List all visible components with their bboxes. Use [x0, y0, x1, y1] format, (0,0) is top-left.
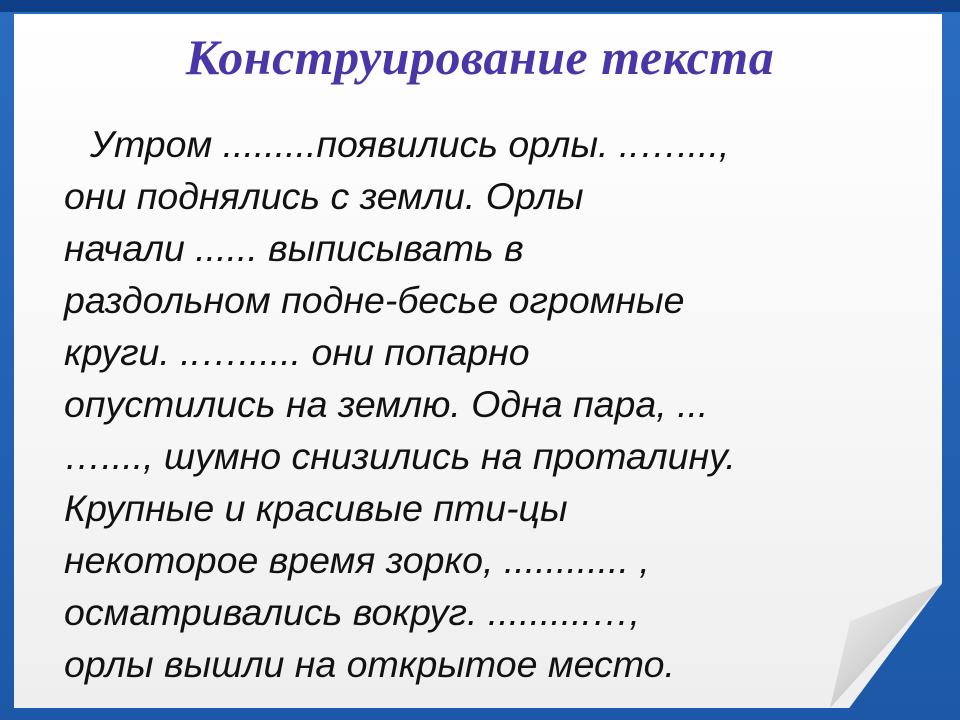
text-line: начали ...... выписывать в [64, 227, 524, 269]
text-line: раздольном подне-бесье огромные [64, 279, 685, 321]
text-line: некоторое время зорко, ............ , [64, 539, 650, 581]
text-line: …...., шумно снизились на проталину. [64, 435, 736, 477]
text-line: они поднялись с земли. Орлы [64, 175, 584, 217]
text-line: орлы вышли на открытое место. [64, 643, 675, 685]
text-line: осматривались вокруг. ..........…, [64, 591, 640, 633]
text-line: опустились на землю. Одна пара, ... [64, 383, 709, 425]
text-line: круги. ..…...... они попарно [64, 331, 530, 373]
text-block [64, 118, 924, 690]
slide-title: Конструирование текста [185, 29, 775, 85]
text-line: Утром .........появились орлы. ..…...., [90, 123, 730, 165]
text-line: Крупные и красивые пти-цы [64, 487, 568, 529]
